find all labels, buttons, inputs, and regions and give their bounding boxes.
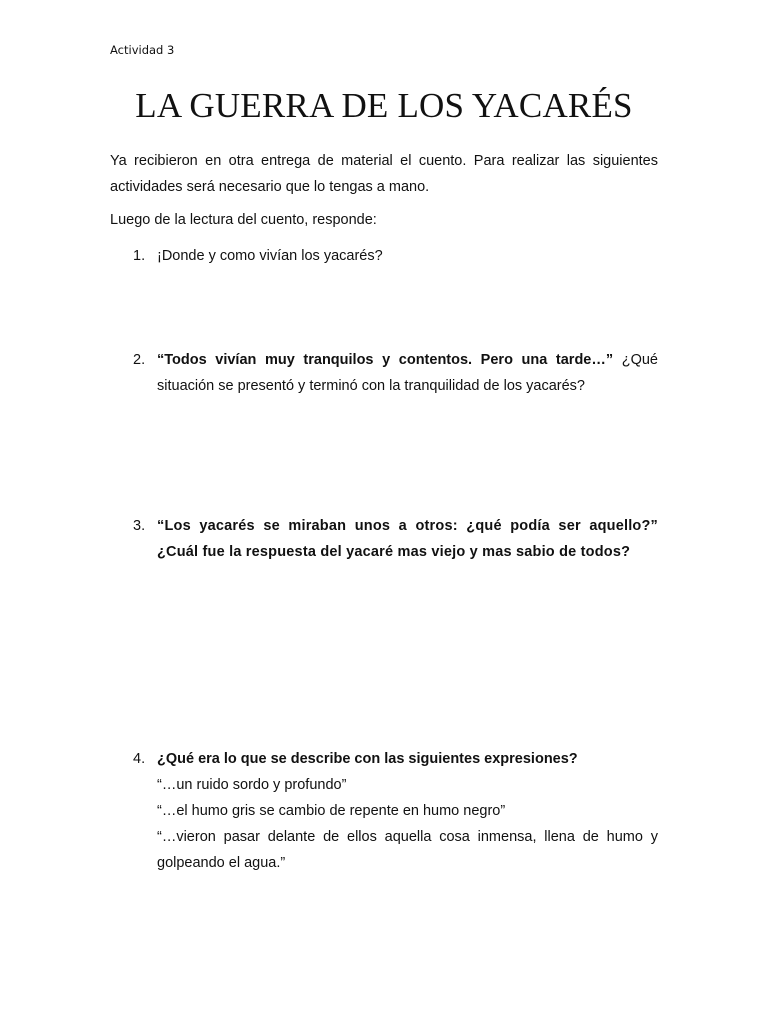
document-title: LA GUERRA DE LOS YACARÉS: [135, 86, 633, 125]
question-text: ¡Donde y como vivían los yacarés?: [157, 248, 383, 264]
question-number: 4.: [133, 751, 146, 767]
question-number: 3.: [133, 518, 146, 534]
question-quote: “Todos vivían muy tranquilos y contentos. Pero una tarde…”: [157, 352, 614, 368]
expression-item: “…vieron pasar delante de ellos aquella cosa inmensa, llena de humo y golpeando el agua.”: [157, 829, 658, 871]
question-text: ¿Qué situación se presentó y terminó con la tranquilidad de los yacarés?: [157, 352, 658, 394]
question-text: “Los yacarés se miraban unos a otros: ¿qué podía ser aquello?” ¿Cuál fue la respuesta del yacaré mas viejo y mas sabio de todos?: [157, 518, 658, 560]
intro-paragraph: Ya recibieron en otra entrega de material el cuento. Para realizar las siguientes actividades será necesario que lo tengas a mano.: [110, 153, 658, 195]
question-3: [133, 513, 658, 565]
expression-item: “…el humo gris se cambio de repente en humo negro”: [157, 803, 506, 819]
question-number: 2.: [133, 352, 146, 368]
question-text: ¿Qué era lo que se describe con las siguientes expresiones?: [157, 751, 578, 767]
expression-item: “…un ruido sordo y profundo”: [157, 777, 347, 793]
instruction-text: Luego de la lectura del cuento, responde:: [110, 212, 377, 228]
question-4: [133, 746, 658, 876]
question-2: [133, 347, 658, 399]
activity-label: Actividad 3: [110, 43, 175, 57]
question-1: [133, 243, 658, 269]
question-number: 1.: [133, 248, 146, 264]
